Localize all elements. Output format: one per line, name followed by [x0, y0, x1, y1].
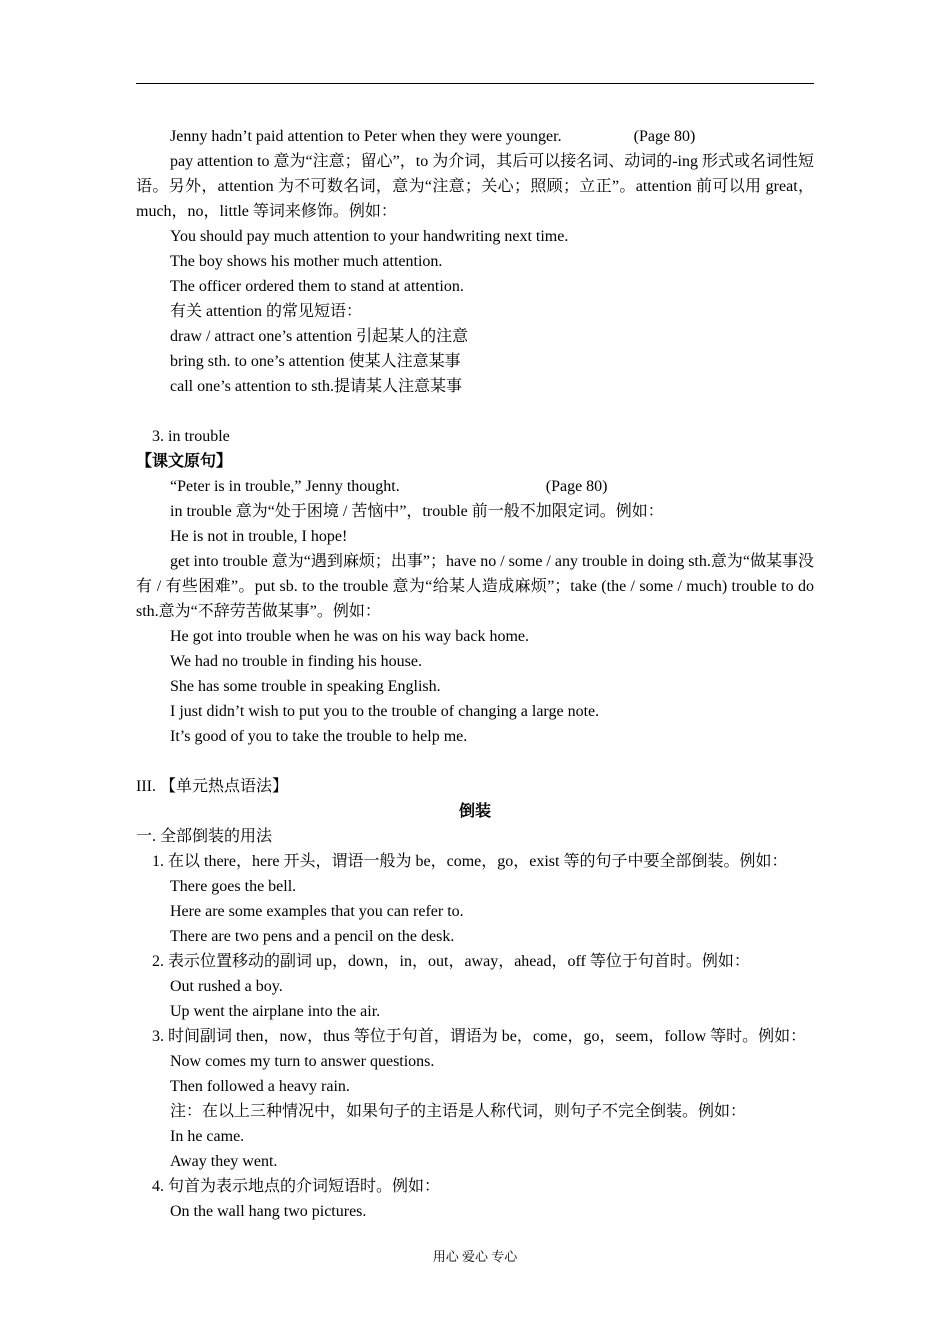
grammar-title: 倒装 — [458, 803, 491, 820]
example-sentence: Then followed a heavy rain. — [170, 1078, 350, 1095]
part-heading: 一. 全部倒装的用法 — [136, 828, 273, 845]
example-sentence: In he came. — [170, 1128, 245, 1145]
example-sentence: Up went the airplane into the air. — [170, 1003, 381, 1020]
example-sentence: There goes the bell. — [170, 878, 297, 895]
page-footer: 用心 爱心 专心 — [432, 1249, 518, 1264]
phrases-intro: 有关 attention 的常见短语： — [170, 303, 362, 320]
example-sentence: Out rushed a boy. — [170, 978, 283, 995]
example-sentence: Here are some examples that you can refer to. — [170, 903, 464, 920]
example-sentence: On the wall hang two pictures. — [170, 1203, 367, 1220]
example-sentence: It’s good of you to take the trouble to help me. — [170, 728, 468, 745]
textbook-sentence: Jenny hadn’t paid attention to Peter when they were younger. (Page 80) — [136, 124, 814, 149]
rule-item: 4. 句首为表示地点的介词短语时。例如： — [152, 1178, 441, 1195]
note-line: 注：在以上三种情况中，如果句子的主语是人称代词，则句子不完全倒装。例如： — [170, 1103, 747, 1120]
section-heading: 3. in trouble — [152, 428, 230, 445]
example-sentence: He is not in trouble, I hope! — [170, 528, 348, 545]
example-sentence: Now comes my turn to answer questions. — [170, 1053, 435, 1070]
phrase-item: draw / attract one’s attention 引起某人的注意 — [170, 328, 469, 345]
example-sentence: She has some trouble in speaking English. — [170, 678, 441, 695]
rule-item: 1. 在以 there，here 开头，谓语一般为 be，come，go，exist 等的句子中要全部倒装。例如： — [152, 853, 788, 870]
example-sentence: You should pay much attention to your handwriting next time. — [170, 228, 569, 245]
explanation-paragraph: pay attention to 意为“注意；留心”，to 为介词，其后可以接名词、动词的-ing 形式或名词性短语。另外，attention 为不可数名词，意为“注意；关心；照顾；立正”。attention 前可以用 great，much，no，little 等词来修饰。例如： — [136, 153, 814, 220]
example-sentence: There are two pens and a pencil on the desk. — [170, 928, 455, 945]
example-sentence: He got into trouble when he was on his way back home. — [170, 628, 530, 645]
example-sentence: The officer ordered them to stand at attention. — [170, 278, 464, 295]
header-rule — [136, 83, 814, 84]
document-body — [136, 124, 814, 1224]
section-label: 【课文原句】 — [136, 453, 233, 470]
phrase-item: bring sth. to one’s attention 使某人注意某事 — [170, 353, 461, 370]
textbook-sentence: “Peter is in trouble,” Jenny thought. (Page 80) — [136, 474, 814, 499]
example-sentence: I just didn’t wish to put you to the trouble of changing a large note. — [170, 703, 600, 720]
example-sentence: We had no trouble in finding his house. — [170, 653, 423, 670]
rule-item: 3. 时间副词 then，now，thus 等位于句首，谓语为 be，come，go，seem，follow 等时。例如： — [152, 1028, 807, 1045]
grammar-heading: III. 【单元热点语法】 — [136, 778, 288, 795]
page-reference: (Page 80) — [545, 478, 608, 495]
explanation-paragraph: get into trouble 意为“遇到麻烦；出事”；have no / some / any trouble in doing sth.意为“做某事没有 / 有些困难”。put sb. to the trouble 意为“给某人造成麻烦”；take (the / some / much) trouble to do sth.意为“不辞劳苦做某事”。例如： — [136, 553, 814, 620]
example-sentence: The boy shows his mother much attention. — [170, 253, 443, 270]
page-reference: (Page 80) — [633, 128, 696, 145]
rule-item: 2. 表示位置移动的副词 up，down，in，out，away，ahead，off 等位于句首时。例如： — [152, 953, 750, 970]
example-sentence: Away they went. — [170, 1153, 278, 1170]
explanation-line: in trouble 意为“处于困境 / 苦恼中”，trouble 前一般不加限定词。例如： — [170, 503, 664, 520]
phrase-item: call one’s attention to sth.提请某人注意某事 — [170, 378, 462, 395]
